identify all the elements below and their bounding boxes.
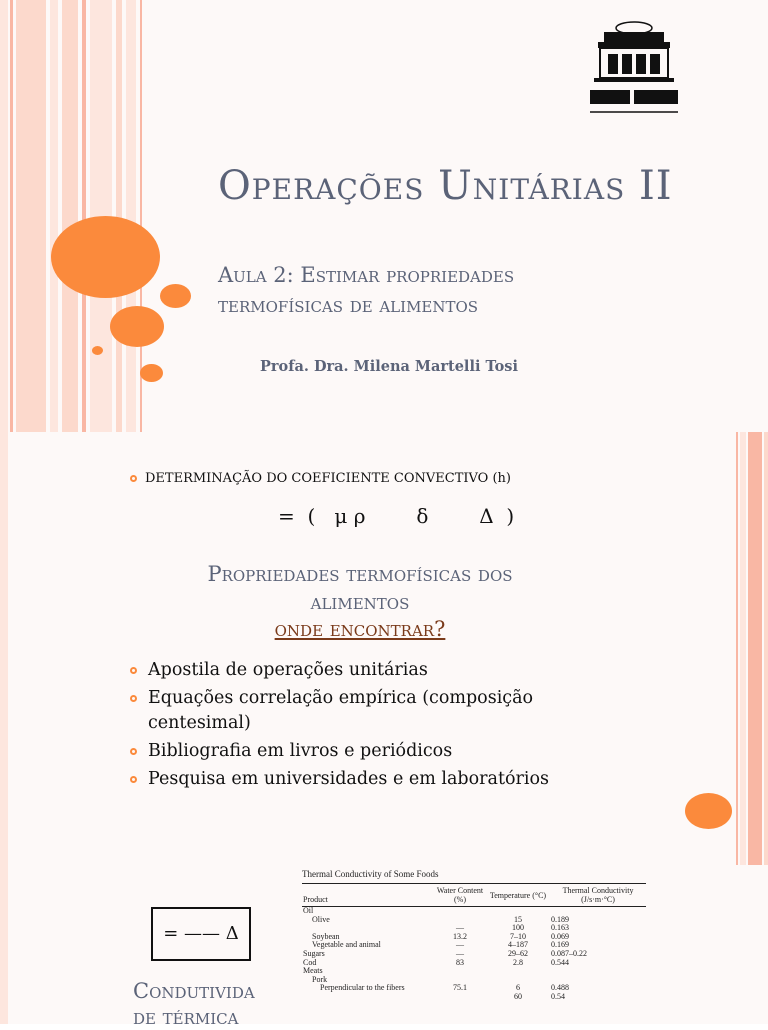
table-cell [302, 993, 434, 1002]
table-cell: 100 [512, 923, 524, 933]
table-cell: — [456, 940, 464, 950]
section-link-text[interactable]: onde encontrar? [274, 617, 446, 641]
sources-list [130, 658, 560, 795]
list-item-text: Bibliografia em livros e periódicos [148, 741, 453, 761]
table-cell: 0.087–0.22 [551, 948, 587, 958]
table-cell: 4–187 [508, 940, 528, 950]
table-row [302, 984, 646, 993]
section-title [150, 560, 570, 616]
table-row [302, 941, 646, 950]
table-cell: 2.8 [513, 957, 523, 967]
table-cell: Soybean [312, 931, 340, 941]
table-header-row [302, 884, 646, 907]
convective-formula: = ( μ ρ δ Δ ) [278, 504, 515, 528]
decor-circle [140, 364, 163, 382]
column-header: Water Content (%) [434, 884, 486, 907]
decor-stripe [62, 0, 78, 432]
decor-stripe [82, 0, 86, 432]
list-item [130, 686, 560, 736]
subtitle-line: termofísicas de alimentos [218, 293, 479, 317]
table-cell: 0.488 [551, 983, 569, 993]
decor-stripe [748, 432, 762, 865]
bullet-icon [130, 475, 137, 482]
decor-stripe [126, 0, 136, 432]
decor-stripe [0, 865, 8, 1024]
decor-circle [160, 284, 191, 308]
table-cell: Pork [312, 974, 328, 984]
decor-circle [685, 793, 732, 829]
column-header: Product [302, 884, 434, 907]
table-row [302, 907, 646, 916]
author: Profa. Dra. Milena Martelli Tosi [260, 358, 518, 375]
table-cell: 7–10 [510, 931, 526, 941]
table-cell: 13.2 [453, 931, 467, 941]
decor-stripe [764, 432, 768, 865]
column-header: Thermal Conductivity (J/s·m·°C) [550, 884, 646, 907]
table-cell: 0.169 [551, 940, 569, 950]
list-item [130, 767, 560, 792]
subtitle [218, 260, 514, 320]
bullet-icon [130, 748, 137, 755]
column-header: Temperature (°C) [486, 884, 550, 907]
table-cell: 6 [516, 983, 520, 993]
conduction-formula-box: = —— Δ [151, 907, 251, 961]
decor-stripe [16, 0, 46, 432]
table-cell: Vegetable and animal [312, 940, 381, 950]
table-cell: 0.069 [551, 931, 569, 941]
subtitle-line: Aula 2: Estimar propriedades [218, 263, 515, 287]
page-title: Operações Unitárias II [218, 163, 673, 209]
table-cell: 75.1 [453, 983, 467, 993]
table-row [302, 924, 646, 933]
table-cell: 0.189 [551, 914, 569, 924]
table-cell [434, 967, 486, 976]
table-cell [434, 907, 486, 916]
bullet-text: DETERMINAÇÃO DO COEFICIENTE CONVECTIVO (h) [145, 471, 511, 486]
bullet-icon [130, 667, 137, 674]
table-cell [550, 967, 646, 976]
fzea-usp-logo [584, 18, 684, 118]
table-row [302, 950, 646, 959]
decor-stripe [736, 432, 738, 865]
data-table [302, 883, 646, 1002]
list-item-text: Equações correlação empírica (composição centesimal) [148, 688, 534, 733]
table-cell [486, 967, 550, 976]
decor-stripe [10, 0, 13, 432]
section-title-line: Propriedades termofísicas dos [207, 562, 513, 586]
slide-heading [133, 978, 255, 1030]
decor-circle [51, 216, 160, 298]
list-item-text: Apostila de operações unitárias [148, 660, 428, 680]
list-item [130, 739, 560, 764]
table-cell: Oil [303, 906, 314, 915]
section-title-line: alimentos [310, 590, 410, 614]
decor-stripe [740, 432, 746, 865]
decor-stripe [0, 432, 8, 865]
table-cell: Sugars [303, 948, 325, 958]
table-cell: 15 [514, 914, 522, 924]
content-slide [0, 432, 768, 865]
table-cell: Olive [312, 914, 330, 924]
table-cell: 29–62 [508, 948, 528, 958]
table-cell: 0.163 [551, 923, 569, 933]
table-cell: — [456, 948, 464, 958]
table-cell: 60 [514, 991, 522, 1001]
table-cell [434, 993, 486, 1002]
table-title: Thermal Conductivity of Some Foods [302, 869, 439, 879]
bullet-heading [130, 471, 511, 486]
table-row [302, 967, 646, 976]
decor-stripe [50, 0, 58, 432]
slide-heading-line: Condutivida [133, 979, 255, 1003]
table-cell: Perpendicular to the fibers [320, 983, 405, 993]
decor-circle [110, 306, 164, 347]
table-cell: 0.544 [551, 957, 569, 967]
bullet-icon [130, 695, 137, 702]
title-slide [0, 0, 768, 432]
table-row [302, 993, 646, 1002]
table-cell: Cod [303, 957, 317, 967]
table-cell: 83 [456, 957, 464, 967]
list-item-text: Pesquisa em universidades e em laboratórios [148, 769, 549, 789]
table-cell: 0.54 [551, 991, 565, 1001]
table-row [302, 959, 646, 968]
slide-heading-line: de térmica [133, 1005, 239, 1029]
decor-stripe [0, 0, 8, 432]
table-cell: — [456, 923, 464, 933]
table-row [302, 916, 646, 925]
section-link[interactable] [150, 617, 570, 641]
decor-circle [92, 346, 103, 355]
thermal-conductivity-table [302, 869, 646, 1002]
table-body [302, 907, 646, 1002]
table-cell: Meats [303, 966, 323, 976]
list-item [130, 658, 560, 683]
bullet-icon [130, 776, 137, 783]
